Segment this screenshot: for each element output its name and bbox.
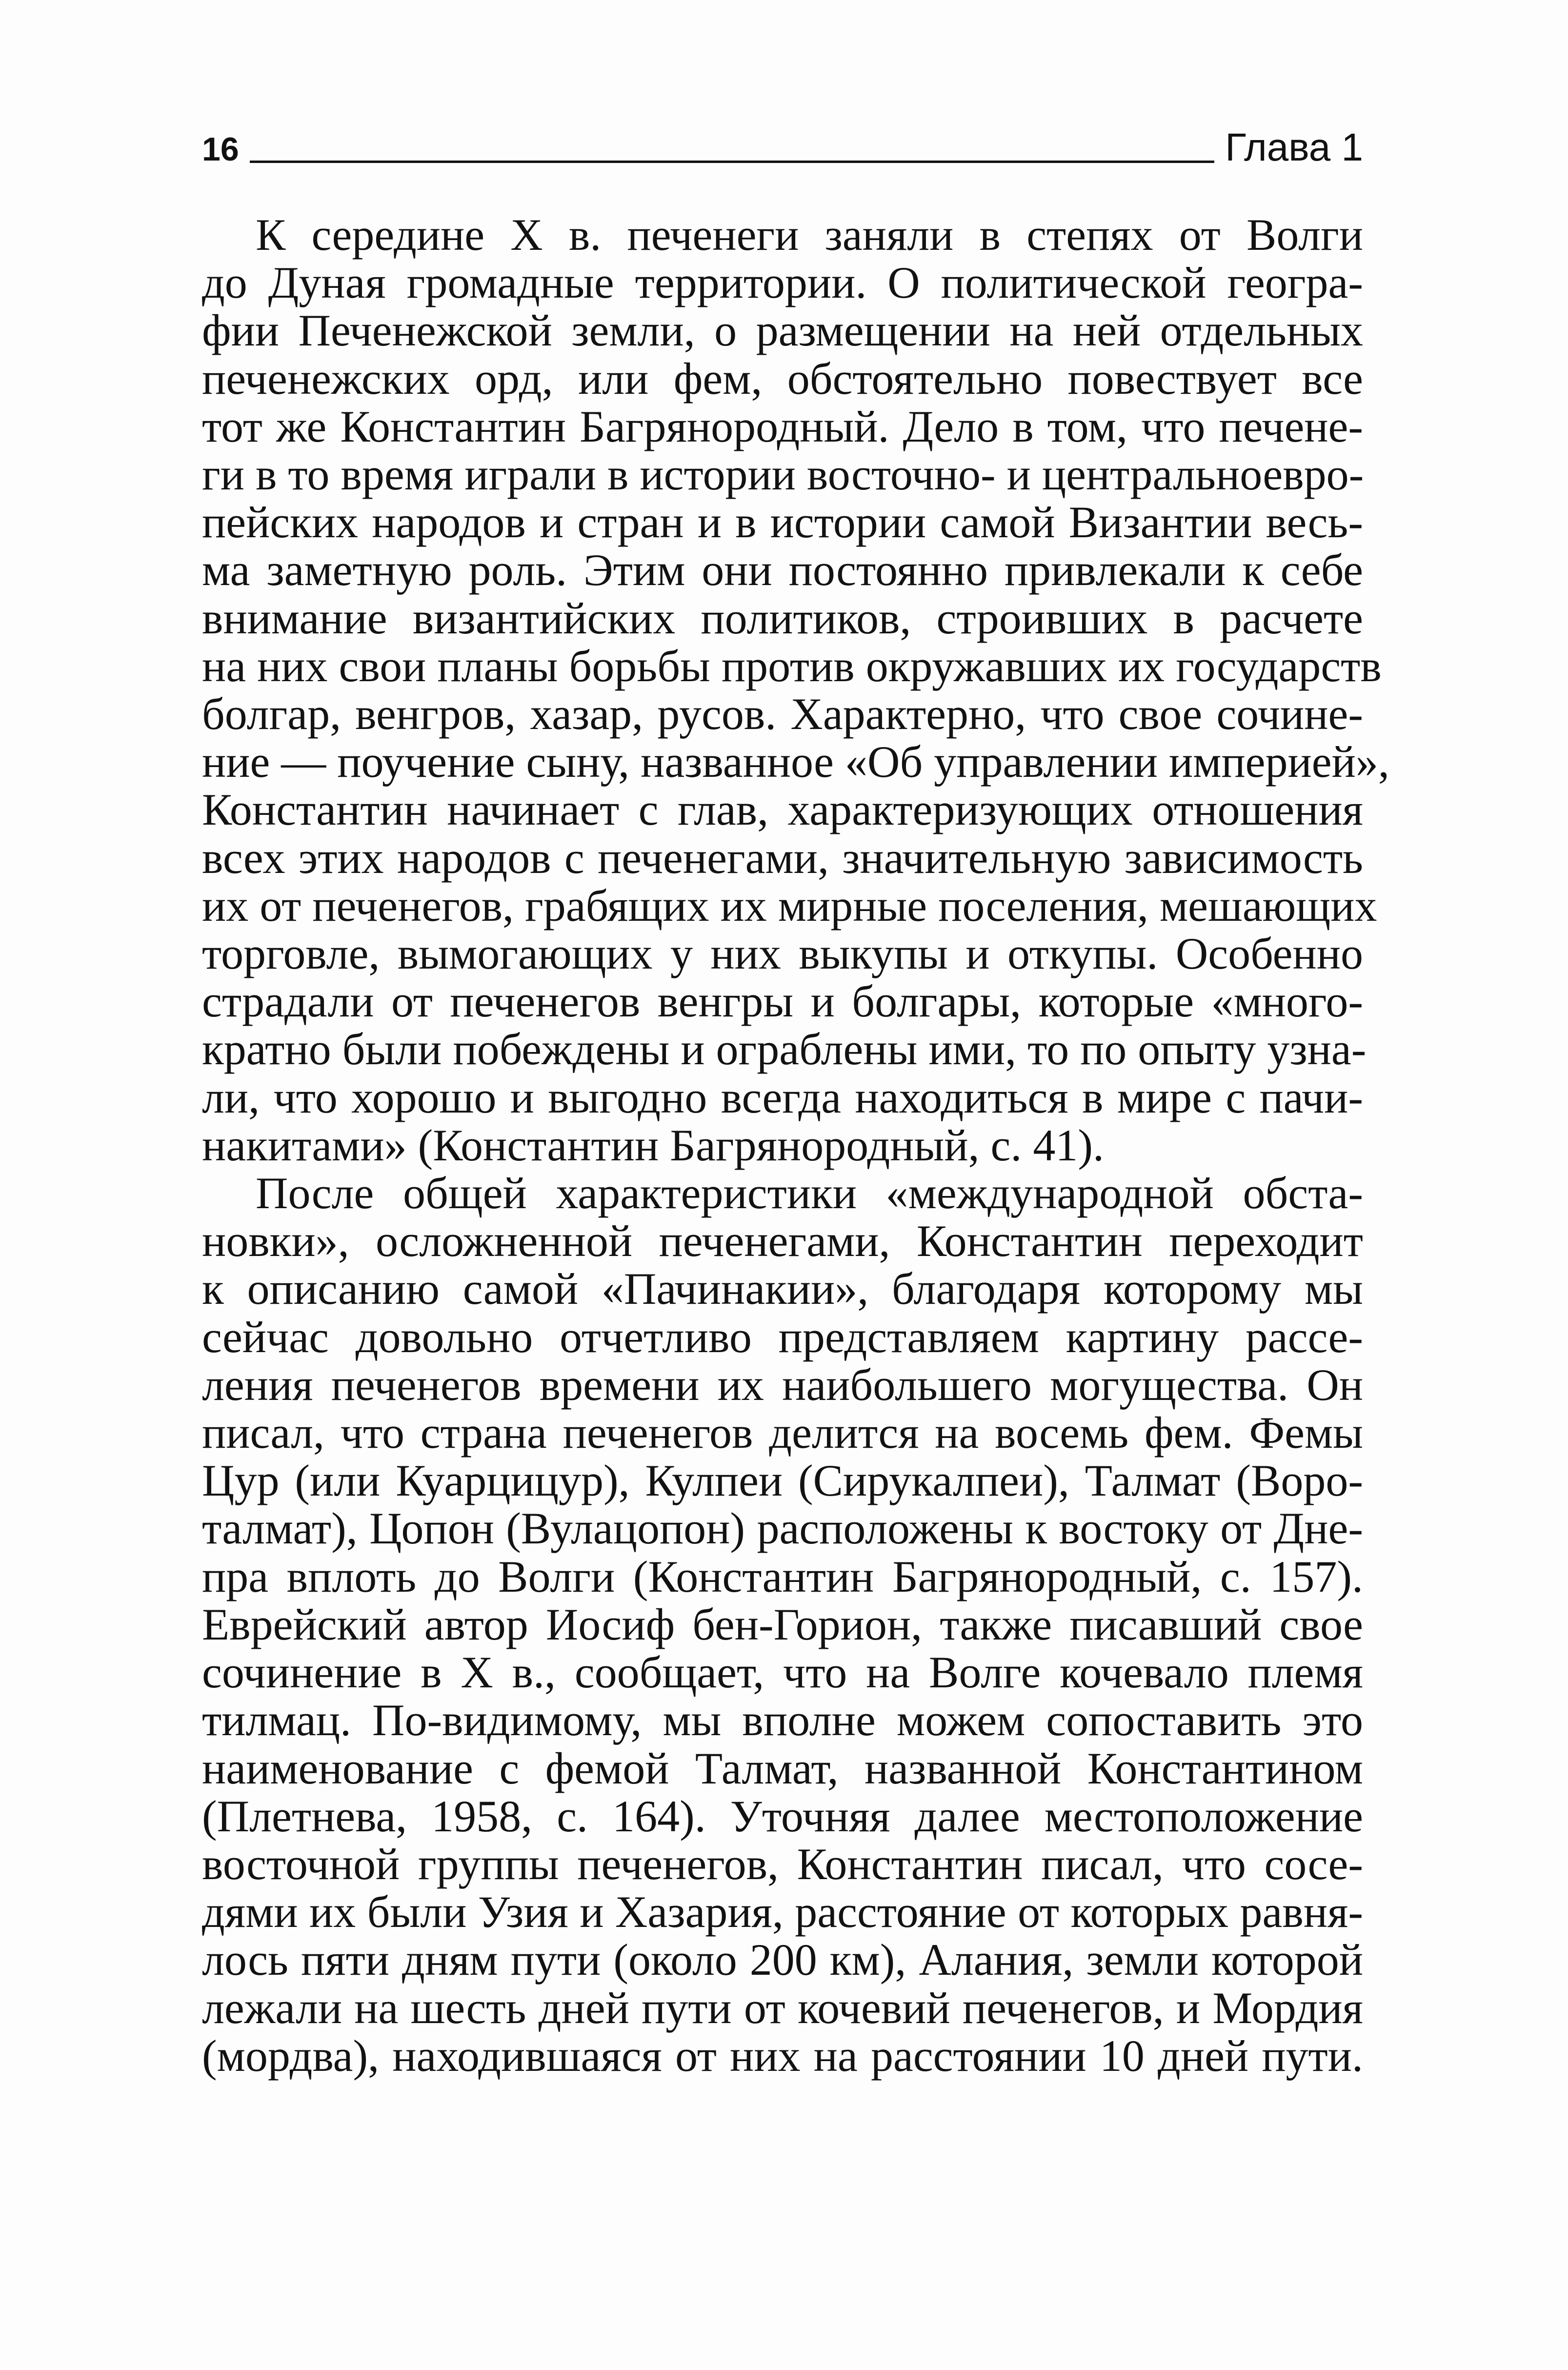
text-line: внимание византийских политиков, строивших в расчете [202, 593, 1363, 643]
text-line: всех этих народов с печенегами, значительную зависимость [202, 832, 1363, 883]
text-line: торговле, вымогающих у них выкупы и откупы. Особенно [202, 929, 1363, 979]
text-line: на них свои планы борьбы против окружавших их государств [202, 641, 1382, 691]
text-line: страдали от печенегов венгры и болгары, которые «много- [202, 976, 1363, 1027]
page-number: 16 [202, 131, 239, 168]
text-line: лось пяти дням пути (около 200 км), Алания, земли которой [202, 1935, 1363, 1985]
text-line: К середине X в. печенеги заняли в степях от Волги [256, 210, 1363, 260]
text-line: Константин начинает с глав, характеризующих отношения [202, 785, 1363, 835]
paragraph-2 [202, 1169, 1363, 2080]
text-line: пра вплоть до Волги (Константин Багрянородный, с. 157). [202, 1551, 1363, 1601]
text-line: сочинение в X в., сообщает, что на Волге кочевало племя [202, 1647, 1363, 1698]
text-line: ги в то время играли в истории восточно- и центральноевро- [202, 449, 1364, 500]
text-line: Еврейский автор Иосиф бен-Горион, также писавший свое [202, 1599, 1363, 1649]
text-line: восточной группы печенегов, Константин писал, что сосе- [202, 1839, 1363, 1889]
running-head [202, 116, 1363, 170]
text-line: После общей характеристики «международной обста- [256, 1168, 1363, 1218]
text-line: фии Печенежской земли, о размещении на ней отдельных [202, 305, 1363, 356]
text-line: сейчас довольно отчетливо представляем картину рассе- [202, 1312, 1363, 1362]
text-line: их от печенегов, грабящих их мирные поселения, мешающих [202, 880, 1377, 931]
text-line: ли, что хорошо и выгодно всегда находиться в мире с пачи- [202, 1072, 1363, 1122]
text-line: Цур (или Куарцицур), Кулпеи (Сирукалпеи), Талмат (Воро- [202, 1456, 1363, 1506]
text-line: тот же Константин Багрянородный. Дело в том, что печене- [202, 401, 1363, 451]
body-text [202, 210, 1389, 2081]
paragraph-1 [202, 210, 1389, 1170]
chapter-title: Глава 1 [1225, 125, 1363, 169]
text-line: (мордва), находившаяся от них на расстоянии 10 дней пути. [202, 2030, 1363, 2081]
text-line: новки», осложненной печенегами, Константин переходит [202, 1216, 1363, 1266]
text-line: ние — поучение сыну, названное «Об управлении империей», [202, 737, 1389, 787]
text-line: талмат), Цопон (Вулацопон) расположены к востоку от Дне- [202, 1503, 1363, 1554]
text-line: писал, что страна печенегов делится на восемь фем. Фемы [202, 1408, 1363, 1458]
text-line: до Дуная громадные территории. О политической геогра- [202, 258, 1363, 308]
header-rule [250, 161, 1215, 163]
text-line: ма заметную роль. Этим они постоянно привлекали к себе [202, 545, 1363, 595]
text-line: болгар, венгров, хазар, русов. Характерно, что свое сочине- [202, 689, 1363, 739]
text-line: наименование с фемой Талмат, названной Константином [202, 1743, 1363, 1793]
text-line: пейских народов и стран и в истории самой Византии весь- [202, 497, 1363, 547]
text-line: дями их были Узия и Хазария, расстояние от которых равня- [202, 1887, 1363, 1937]
text-line: накитами» (Константин Багрянородный, с. 41). [202, 1120, 1105, 1170]
text-line: лежали на шесть дней пути от кочевий печенегов, и Мордия [202, 1983, 1363, 2033]
text-line: кратно были побеждены и ограблены ими, то по опыту узна- [202, 1024, 1367, 1074]
text-line: (Плетнева, 1958, с. 164). Уточняя далее местоположение [202, 1791, 1363, 1841]
text-line: к описанию самой «Пачинакии», благодаря которому мы [202, 1264, 1363, 1314]
text-line: тилмац. По-видимому, мы вполне можем сопоставить это [202, 1695, 1363, 1745]
text-line: ления печенегов времени их наибольшего могущества. Он [202, 1359, 1363, 1410]
text-line: печенежских орд, или фем, обстоятельно повествует все [202, 353, 1363, 404]
